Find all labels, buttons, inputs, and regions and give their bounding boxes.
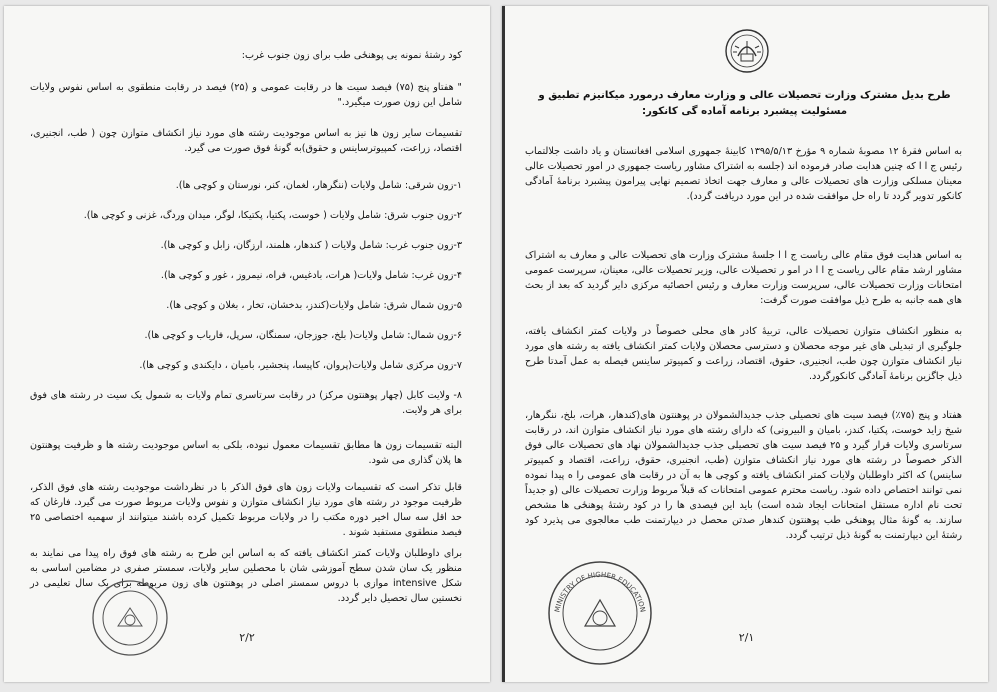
page-number: ۲/۱ xyxy=(738,631,755,644)
zone-item-3: ۳-زون جنوب غرب: شامل ولایات ( کندهار، هلمند، ارزگان، زابل و کوچی ها). xyxy=(160,240,462,251)
zone-item-6: ۶-زون شمال: شامل ولایات( بلخ، جوزجان، سمنگان، سرپل، فاریاب و کوچی ها). xyxy=(144,330,462,341)
paragraph-joint-session: به اساس هدایت فوق مقام عالی ریاست ج ا ا جلسهٔ مشترک وزارت های تحصیلات عالی و معارف به اشتراک مشاور ارشد مقام عالی ریاست ج ا ا در امو ر تحصیلات عالی، وزیر تحصیلات عالی، معینان، سرپرست عمومی امتحانات وزارت تحصیلات عالی، سرپرست وزارت معارف و رئیس احصائیه مرکزی دایر گردید که بعد از بحث های همه جانبه به طرح ذیل موافقت صورت گرفت: xyxy=(525,250,962,306)
zone-item-5: ۵-زون شمال شرق: شامل ولایات(کندز، بدخشان، تخار ، بغلان و کوچی ها). xyxy=(166,300,462,311)
paragraph-students: برای داوطلبان ولایات کمتر انکشاف یافته که به اساس این طرح به رشته های فوق راه پیدا می نمایند به منظور یک سان شدن سطح آموزشی شان با محصلین سایر ولایات، سمستر صفری در مضامین اساسی به شکل intensive موازی با دروس سمستر اصلی در پوهنتون های زون مربوطه برای یک سال تعلیمی در نخستین سال تحصیل دایر گردد. xyxy=(30,548,462,604)
paragraph-intro: کود رشتهٔ نمونه یی پوهنځی طب برای زون جنوب غرب: xyxy=(241,50,462,61)
official-stamp xyxy=(545,558,655,668)
zone-item-7: ۷-زون مرکزی شامل ولایات(پروان، کاپیسا، پنجشیر، بامیان ، دایکندی و کوچی ها). xyxy=(139,360,462,371)
zone-item-8: ۸- ولایت کابل (چهار پوهنتون مرکز) در رقابت سرتاسری تمام ولایات به شمول یک سیت در رشته های فوق برای هر ولایت. xyxy=(30,390,462,416)
paragraph-cabinet-decree: به اساس فقرهٔ ۱۲ مصوبهٔ شماره ۹ مؤرخ ۱۳۹۵/۵/۱۳ کابینهٔ جمهوری اسلامی افغانستان و یاد داشت جلالتماب رئیس ج ا ا که چنین هدایت صادر فرموده اند (جلسه به اشتراک مشاور ریاست جمهوری در امور تحصیلات عالی معینان مسلکی وزارت های تحصیلات عالی و معارف جهت اتخاذ تصمیم نهایی پیرامون پیشبرد برنامهٔ آمادگی کانکور تدویر گردد تا راه حل موافقت شده در این مورد دریافت گردد). xyxy=(525,146,962,202)
paragraph-zones: تقسیمات سایر زون ها نیز به اساس موجودیت رشته های مورد نیاز انکشاف متوازن چون ( طب، انجنیری، اقتصاد، زراعت، کمپیوترساینس و حقوق)به گونهٔ فوق صورت می گیرد. xyxy=(30,128,462,154)
paragraph-zone-note: البته تقسیمات زون ها مطابق تقسیمات معمول نبوده، بلکی به اساس موجودیت رشته ها و ظرفیت پوهنتون ها پلان گذاری می شود. xyxy=(30,440,462,466)
zone-item-2: ۲-زون جنوب شرق: شامل ولایات ( خوست، پکتیا، پکتیکا، لوگر، میدان وردگ، غزنی و کوچی ها). xyxy=(83,210,462,221)
ministry-emblem-icon xyxy=(724,28,770,74)
zone-item-4: ۴-زون غرب: شامل ولایات( هرات، بادغیس، فراه، نیمروز ، غور و کوچی ها). xyxy=(160,270,462,281)
paragraph-quota: هفتاد و پنج (۷۵٪) فیصد سیت های تحصیلی جذب جدیدالشمولان در پوهنتون های(کندهار، هرات، بلخ، ننگرهار، شیخ زاید خوست، پکتیا، کندز، بامیان و البیرونی) که دارای رشته های مورد نیاز انکشاف متوازن اند، در رقابت سرتاسری ولایات قرار گیرد و ۲۵ فیصد سیت های تحصیلی جذب جدیدالشمولان نهاد های تحصیلات عالی فوق الذکر خصوصاً در رشته های مورد نیاز انکشاف متوازن (طب، انجنیری، حقوق، زراعت، اقتصاد و کمپیوتر ساینس) که اکثر داوطلبان ولایات کمتر انکشاف یافته و کوچی ها به آن در رقابت های عمومی را ه پیدا نموده نمی توانند اختصاص داده شود. ریاست محترم عمومی امتحانات که قبلاً مربوط وزارت تحصیلات عالی (و جدیداً تحت نام اداره مستقل امتحانات ایجاد شده است) باید این فیصدی ها را در کود رشتهٔ پوهنځی ها مشخص سازند. به گونهٔ مثال پوهنځی طب پوهنتون کندهار صدتن محصل در دیپارتمنت طب معالجوی می پذیرد کود رشتهٔ این دیپارتمنت به گونهٔ ذیل ترتیب گردد. xyxy=(525,410,962,541)
paragraph-reminder: قابل تذکر است که تقسیمات ولایات زون های فوق الذکر با در نظرداشت موجودیت رشته های فوق الذکر، ظرفیت موجود در رشته های مورد نیاز انکشاف متوازن و نفوس ولایات مربوط صورت می گیرد. فارغان که حد اقل سه سال اخیر دوره مکتب را در ولایات مربوط تکمیل کرده باشند میتوانند از سهمیه اختصاصی ۲۵ فیصد منطقوی مستفید شوند . xyxy=(30,482,462,538)
document-page-2 xyxy=(4,6,490,682)
svg-text:MINISTRY OF HIGHER EDUCATION xyxy=(553,571,646,613)
paragraph-balanced-development: به منظور انکشاف متوازن تحصیلات عالی، تربیهٔ کادر های محلی خصوصاً در ولایات کمتر انکشاف یافته، جلوگیری از تبدیلی های غیر موجه محصلان و دسترسی محصلان ولایات کمتر انکشاف یافته به رشته های مورد نیاز انکشاف متوازن چون طب، انجنیری، حقوق، اقتصاد، زراعت و کمپیوتر ساینس فیصله به عمل آمدتا طرح ذیل جاگزین برنامهٔ آمادگی کانکورگردد. xyxy=(525,326,962,382)
zone-item-1: ۱-زون شرقی: شامل ولایات (ننگرهار، لغمان، کنر، نورستان و کوچی ها). xyxy=(175,180,462,191)
page-number: ۲/۲ xyxy=(239,631,255,644)
official-stamp xyxy=(90,578,170,658)
paragraph-quote: " هفتاو پنج (۷۵) فیصد سیت ها در رقابت عمومی و (۲۵) فیصد در رقابت منطقوی به اساس نفوس ولایات شامل این زون صورت میگیرد." xyxy=(30,82,462,108)
document-page-1 xyxy=(502,6,988,682)
stamp-text: MINISTRY OF HIGHER EDUCATION xyxy=(553,570,647,613)
document-title: طرح بدیل مشترک وزارت تحصیلات عالی و وزارت معارف درمورد میکانیزم تطبیق و مسئولیت پیشبرد برنامه آماده گی کانکور: xyxy=(538,90,951,117)
